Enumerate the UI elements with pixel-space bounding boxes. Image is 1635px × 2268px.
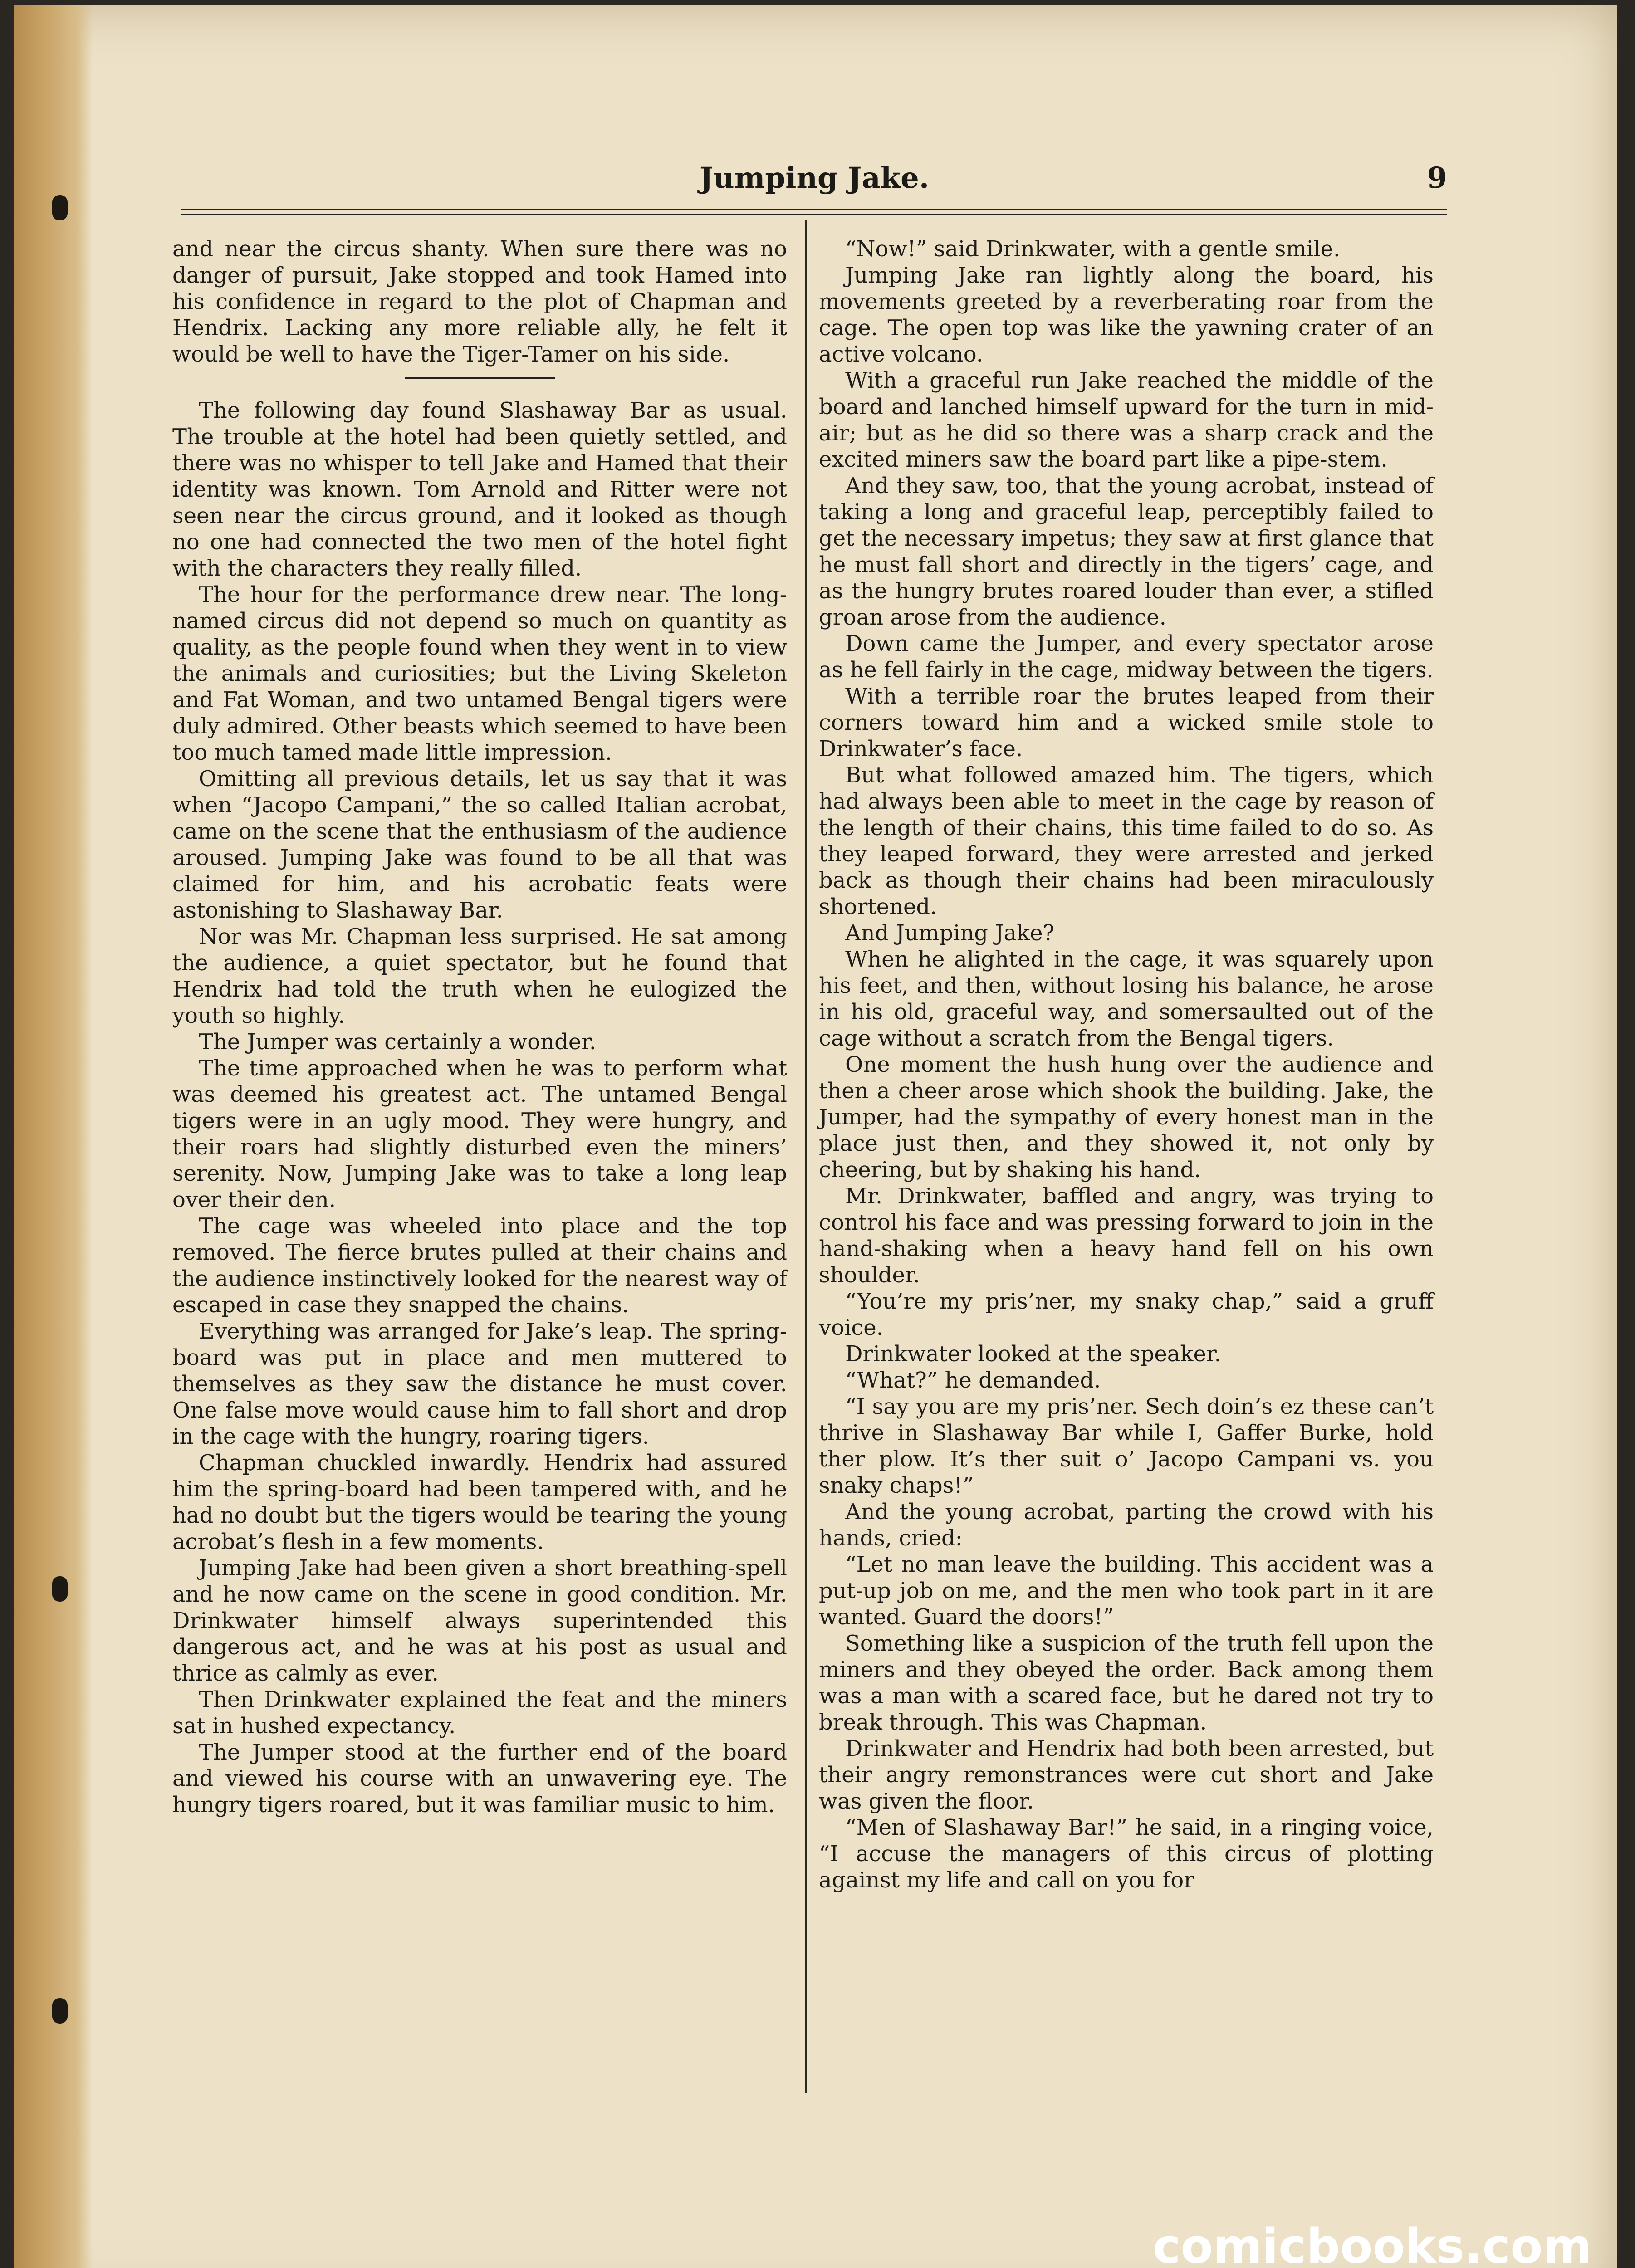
- paragraph: “I say you are my pris’ner. Sech doin’s ez these can’t thrive in Slashaway Bar while I, Gaffer Burke, hold ther plow. It’s ther suit o’ Jacopo Campani vs. you snaky chaps!”: [819, 1394, 1434, 1498]
- paragraph: Omitting all previous details, let us say that it was when “Jacopo Campani,” the so called Italian acrobat, came on the scene that the enthusiasm of the audience aroused. Jumping Jake was found to be all that was claimed for him, and his acrobatic feats were astonishing to Slashaway Bar.: [172, 766, 787, 923]
- paragraph: “Men of Slashaway Bar!” he said, in a ringing voice, “I accuse the managers of this circus of plotting against my life and call on you for: [819, 1815, 1434, 1893]
- paragraph: Jumping Jake had been given a short breathing-spell and he now came on the scene in good condition. Mr. Drinkwater himself always superintended this dangerous act, and he was at his post as usual and thrice as calmly as ever.: [172, 1555, 787, 1686]
- binding-hole: [52, 195, 68, 220]
- page-spine-edge: [14, 5, 93, 2268]
- paragraph: With a terrible roar the brutes leaped from their corners toward him and a wicked smile stole to Drinkwater’s face.: [819, 684, 1434, 762]
- paragraph: The following day found Slashaway Bar as usual. The trouble at the hotel had been quietly settled, and there was no whisper to tell Jake and Hamed that their identity was known. Tom Arnold and Ritter were not seen near the circus ground, and it looked as though no one had connected the two men of the hotel fight with the characters they really filled.: [172, 398, 787, 581]
- paragraph: Drinkwater looked at the speaker.: [845, 1341, 1221, 1367]
- column-rule: [805, 220, 807, 2093]
- page-number: 9: [1427, 161, 1447, 195]
- paragraph: But what followed amazed him. The tigers, which had always been able to meet in the cage by reason of the length of their chains, this time failed to do so. As they leaped forward, they were arrested and jerked back as though their chains had been miraculously shortened.: [819, 763, 1434, 919]
- paragraph: “What?” he demanded.: [845, 1368, 1101, 1393]
- paragraph: and near the circus shanty. When sure there was no danger of pursuit, Jake stopped and took Hamed into his confidence in regard to the plot of Chapman and Hendrix. Lacking any more reliable ally, he felt it would be well to have the Tiger-Tamer on his side.: [172, 236, 787, 367]
- paragraph: Down came the Jumper, and every spectator arose as he fell fairly in the cage, midway between the tigers.: [819, 631, 1434, 683]
- book-page: [14, 5, 1617, 2268]
- paragraph: “Let no man leave the building. This accident was a put-up job on me, and the men who took part in it are wanted. Guard the doors!”: [819, 1552, 1434, 1630]
- paragraph: Drinkwater and Hendrix had both been arrested, but their angry remonstrances were cut short and Jake was given the floor.: [819, 1736, 1434, 1814]
- paragraph: The cage was wheeled into place and the top removed. The fierce brutes pulled at their chains and the audience instinctively looked for the nearest way of escaped in case they snapped the chains.: [172, 1213, 787, 1318]
- paragraph: One moment the hush hung over the audience and then a cheer arose which shook the building. Jake, the Jumper, had the sympathy of every honest man in the place just then, and they showed it, not only by cheering, but by shaking his hand.: [819, 1052, 1434, 1183]
- watermark-logo: comicbooks.com: [1152, 2219, 1592, 2268]
- paragraph: When he alighted in the cage, it was squarely upon his feet, and then, without losing his balance, he arose in his old, graceful way, and somersaulted out of the cage without a scratch from the Bengal tigers.: [819, 947, 1434, 1051]
- paragraph: Mr. Drinkwater, baffled and angry, was trying to control his face and was pressing forward to join in the hand-shaking when a heavy hand fell on his own shoulder.: [819, 1183, 1434, 1288]
- right-column: [819, 236, 1434, 1893]
- paragraph: And they saw, too, that the young acrobat, instead of taking a long and graceful leap, perceptibly failed to get the necessary impetus; they saw at first glance that he must fall short and directly in the tigers’ cage, and as the hungry brutes roared louder than ever, a stifled groan arose from the audience.: [819, 473, 1434, 630]
- left-column: [172, 236, 787, 1818]
- binding-hole: [52, 1576, 68, 1602]
- paragraph: Jumping Jake ran lightly along the board, his movements greeted by a reverberating roar from the cage. The open top was like the yawning crater of an active volcano.: [819, 263, 1434, 367]
- page-header: [181, 161, 1447, 202]
- paragraph: The time approached when he was to perform what was deemed his greatest act. The untamed Bengal tigers were in an ugly mood. They were hungry, and their roars had slightly disturbed even the miners’ serenity. Now, Jumping Jake was to take a long leap over their den.: [172, 1056, 787, 1212]
- paragraph: The Jumper stood at the further end of the board and viewed his course with an unwavering eye. The hungry tigers roared, but it was familiar music to him.: [172, 1740, 787, 1818]
- paragraph: Chapman chuckled inwardly. Hendrix had assured him the spring-board had been tampered with, and he had no doubt but the tigers would be tearing the young acrobat’s flesh in a few moments.: [172, 1450, 787, 1554]
- paragraph: And the young acrobat, parting the crowd with his hands, cried:: [819, 1499, 1434, 1551]
- paragraph: “Now!” said Drinkwater, with a gentle smile.: [845, 236, 1341, 262]
- running-title: Jumping Jake.: [699, 161, 930, 195]
- paragraph: With a graceful run Jake reached the middle of the board and lanched himself upward for the turn in mid-air; but as he did so there was a sharp crack and the excited miners saw the board part like a pipe-stem.: [819, 368, 1434, 472]
- paragraph: Something like a suspicion of the truth fell upon the miners and they obeyed the order. Back among them was a man with a scared face, but he dared not try to break through. This was Chapman.: [819, 1631, 1434, 1735]
- paragraph: “You’re my pris’ner, my snaky chap,” said a gruff voice.: [819, 1289, 1434, 1340]
- header-rule: [181, 209, 1447, 215]
- paragraph: Then Drinkwater explained the feat and the miners sat in hushed expectancy.: [172, 1687, 787, 1739]
- paragraph: Everything was arranged for Jake’s leap. The spring-board was put in place and men muttered to themselves as they saw the distance he must cover. One false move would cause him to fall short and drop in the cage with the hungry, roaring tigers.: [172, 1319, 787, 1449]
- section-divider: [405, 377, 555, 379]
- paragraph: Nor was Mr. Chapman less surprised. He sat among the audience, a quiet spectator, but he found that Hendrix had told the truth when he eulogized the youth so highly.: [172, 924, 787, 1028]
- paragraph: The Jumper was certainly a wonder.: [199, 1029, 597, 1055]
- paragraph: The hour for the performance drew near. The long-named circus did not depend so much on quantity as quality, as the people found when they went in to view the animals and curiosities; but the Living Skeleton and Fat Woman, and two untamed Bengal tigers were duly admired. Other beasts which seemed to have been too much tamed made little impression.: [172, 582, 787, 765]
- binding-hole: [52, 1998, 68, 2024]
- paragraph: And Jumping Jake?: [845, 920, 1055, 946]
